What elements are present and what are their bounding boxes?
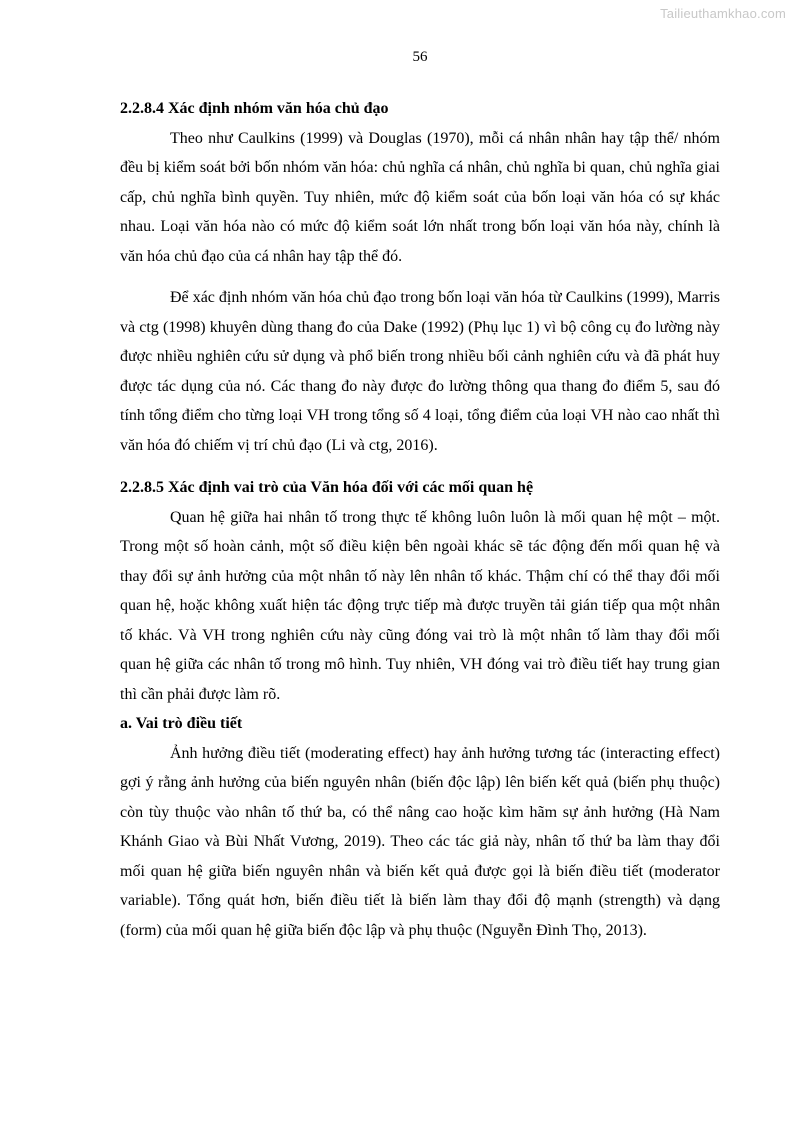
section-heading-2-2-8-4: 2.2.8.4 Xác định nhóm văn hóa chủ đạo xyxy=(120,100,389,117)
paragraph: Để xác định nhóm văn hóa chủ đạo trong bốn loại văn hóa từ Caulkins (1999), Marris và ctg (1998) khuyên dùng thang đo của Dake (1992) (Phụ lục 1) vì bộ công cụ đo lường này được nhiều nghiên cứu sử dụng và phổ biến trong nhiều bối cảnh nghiên cứu và đã phát huy được tác dụng của nó. Các thang đo này được đo lường thông qua thang đo điểm 5, sau đó tính tổng điểm cho từng loại VH trong tổng số 4 loại, tổng điểm của loại VH nào cao nhất thì văn hóa đó chiếm vị trí chủ đạo (Li và ctg, 2016). xyxy=(120,289,720,454)
subsection-heading-a: a. Vai trò điều tiết xyxy=(120,715,243,732)
section-heading-2-2-8-5: 2.2.8.5 Xác định vai trò của Văn hóa đối với các mối quan hệ xyxy=(120,479,534,496)
watermark: Tailieuthamkhao.com xyxy=(660,6,786,21)
paragraph: Ảnh hưởng điều tiết (moderating effect) hay ảnh hưởng tương tác (interacting effect) gợi ý rằng ảnh hưởng của biến nguyên nhân (biến độc lập) lên biến kết quả (biến phụ thuộc) còn tùy thuộc vào nhân tố thứ ba, có thể nâng cao hoặc kìm hãm sự ảnh hưởng (Hà Nam Khánh Giao và Bùi Nhất Vương, 2019). Theo các tác giả này, nhân tố thứ ba làm thay đổi mối quan hệ giữa biến nguyên nhân và biến kết quả được gọi là biến điều tiết (moderator variable). Tổng quát hơn, biến điều tiết là biến làm thay đổi độ mạnh (strength) và dạng (form) của mối quan hệ giữa biến độc lập và phụ thuộc (Nguyễn Đình Thọ, 2013). xyxy=(120,744,720,939)
paragraph: Quan hệ giữa hai nhân tố trong thực tế không luôn luôn là mối quan hệ một – một. Trong một số hoàn cảnh, một số điều kiện bên ngoài khác sẽ tác động đến mối quan hệ và thay đổi sự ảnh hưởng của một nhân tố này lên nhân tố khác. Thậm chí có thể thay đổi mối quan hệ, hoặc không xuất hiện tác động trực tiếp mà được truyền tải gián tiếp qua một nhân tố khác. Và VH trong nghiên cứu này cũng đóng vai trò là một nhân tố làm thay đổi mối quan hệ giữa các nhân tố trong mô hình. Tuy nhiên, VH đóng vai trò điều tiết hay trung gian thì cần phải được làm rõ. xyxy=(120,508,720,703)
page-number: 56 xyxy=(412,49,428,65)
paragraph: Theo như Caulkins (1999) và Douglas (1970), mỗi cá nhân nhân hay tập thể/ nhóm đều bị kiểm soát bởi bốn nhóm văn hóa: chủ nghĩa cá nhân, chủ nghĩa bi quan, chủ nghĩa giai cấp, chủ nghĩa bình quyền. Tuy nhiên, mức độ kiểm soát của bốn loại văn hóa có sự khác nhau. Loại văn hóa nào có mức độ kiểm soát lớn nhất trong bốn loại văn hóa này, chính là văn hóa chủ đạo của cá nhân hay tập thể đó. xyxy=(120,129,720,265)
document-body xyxy=(120,94,720,945)
